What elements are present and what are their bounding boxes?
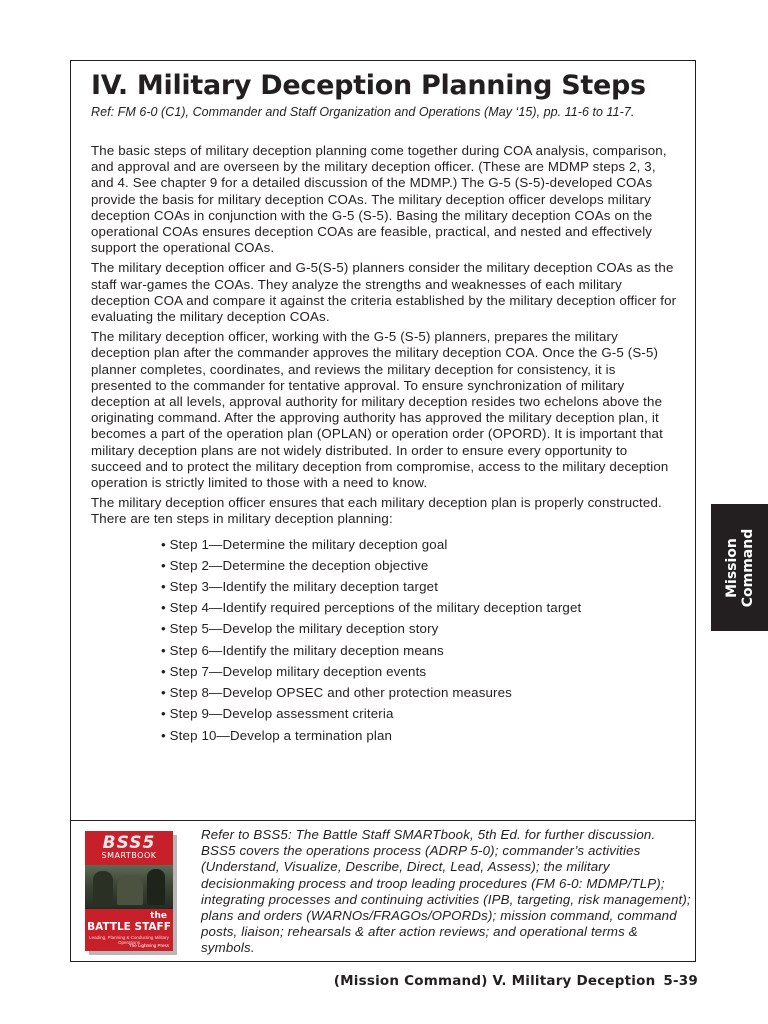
soldier-silhouette (93, 871, 113, 905)
tab-line-1: Mission (723, 537, 740, 598)
paragraph-2: The military deception officer and G-5(S-5) planners consider the military deception COAs as the staff war-games the COAs. They analyze the strengths and weaknesses of each military deception COA and compare it against the criteria established by the military deception officer for evaluating the military deception COAs. (91, 260, 677, 325)
refer-text: Refer to BSS5: The Battle Staff SMARTbook, 5th Ed. for further discussion. BSS5 covers the operations process (ADRP 5-0); commander’s activities (Understand, Visualize, Describe, Direct, Lead, Assess); the military decisionmaking process and troop leading procedures (FM 6-0: MDMP/TLP); integrating processes and continuing activities (IPB, targeting, risk management); plans and orders (WARNOs/FRAGOs/OPORDs); mission command, command posts, liaison; rehearsals & after action reviews; and operational terms & symbols. (201, 827, 691, 956)
reference-line: Ref: FM 6-0 (C1), Commander and Staff Organization and Operations (May ‘15), pp. 11-6 to 11-7. (91, 105, 635, 119)
book-cover-image (85, 831, 173, 951)
step-item: • Step 6—Identify the military deception means (161, 640, 677, 661)
page-number: 5-39 (663, 973, 698, 989)
book-cover-publisher: The Lightning Press (128, 943, 169, 948)
book-cover-title: BSS5 (102, 833, 156, 853)
section-tab (711, 504, 768, 631)
step-item: • Step 2—Determine the deception objective (161, 555, 677, 576)
paragraph-4: The military deception officer ensures that each military deception plan is properly constructed. There are ten steps in military deception planning: (91, 495, 662, 527)
section-tab-label (724, 528, 756, 607)
book-cover-subtitle: Leading, Planning & Conducting Military Operations (89, 935, 169, 945)
soldier-silhouette (147, 869, 165, 905)
book-cover-battle-staff: BATTLE STAFF (87, 921, 171, 933)
book-cover-smartbook: SMARTBOOK (101, 851, 157, 860)
step-item: • Step 4—Identify required perceptions of the military deception target (161, 597, 677, 618)
step-item: • Step 1—Determine the military deception goal (161, 534, 677, 555)
paragraph-1: The basic steps of military deception planning come together during COA analysis, comparison, and approval and are overseen by the military deception officer. (These are MDMP steps 2, 3, and 4. See chapter 9 for a detailed discussion of the MDMP.) The G-5 (S-5)-developed COAs provide the basis for military deception COAs. The military deception officer develops military deception COAs in conjunction with the G-5 (S-5). Basing the military deception COAs on the operational COAs ensures deception COAs are feasible, practical, and nested and effectively support the operational COAs. (91, 143, 667, 256)
step-item: • Step 9—Develop assessment criteria (161, 703, 677, 724)
step-item: • Step 5—Develop the military deception story (161, 618, 677, 639)
book-cover-photo (85, 865, 173, 909)
page-footer (334, 973, 698, 989)
step-item: • Step 7—Develop military deception events (161, 661, 677, 682)
page-title: IV. Military Deception Planning Steps (91, 70, 646, 101)
tab-line-2: Command (739, 528, 756, 607)
page-frame (70, 60, 696, 962)
paragraph-3: The military deception officer, working with the G-5 (S-5) planners, prepares the military deception plan after the commander approves the military deception COA. Once the G-5 (S-5) planner completes, coordinates, and reviews the military deception for consistency, it is presented to the commander for tentative approval. To ensure synchronization of military deception at all levels, approval authority for military deception resides two echelons above the originating command. After the approving authority has approved the military deception plan, it becomes a part of the operation plan (OPLAN) or operation order (OPORD). It is important that military deception plans are not widely distributed. In order to ensure every opportunity to succeed and to protect the military deception from compromise, access to the military deception operation is strictly limited to those with a need to know. (91, 329, 669, 491)
soldier-silhouette (117, 875, 143, 905)
step-item: • Step 10—Develop a termination plan (161, 725, 677, 746)
main-content (91, 69, 677, 746)
step-item: • Step 8—Develop OPSEC and other protection measures (161, 682, 677, 703)
book-cover-the: the (150, 911, 167, 921)
step-item: • Step 3—Identify the military deception target (161, 576, 677, 597)
steps-list (91, 534, 677, 746)
footer-section: (Mission Command) V. Military Deception (333, 973, 656, 989)
section-divider (71, 820, 695, 821)
